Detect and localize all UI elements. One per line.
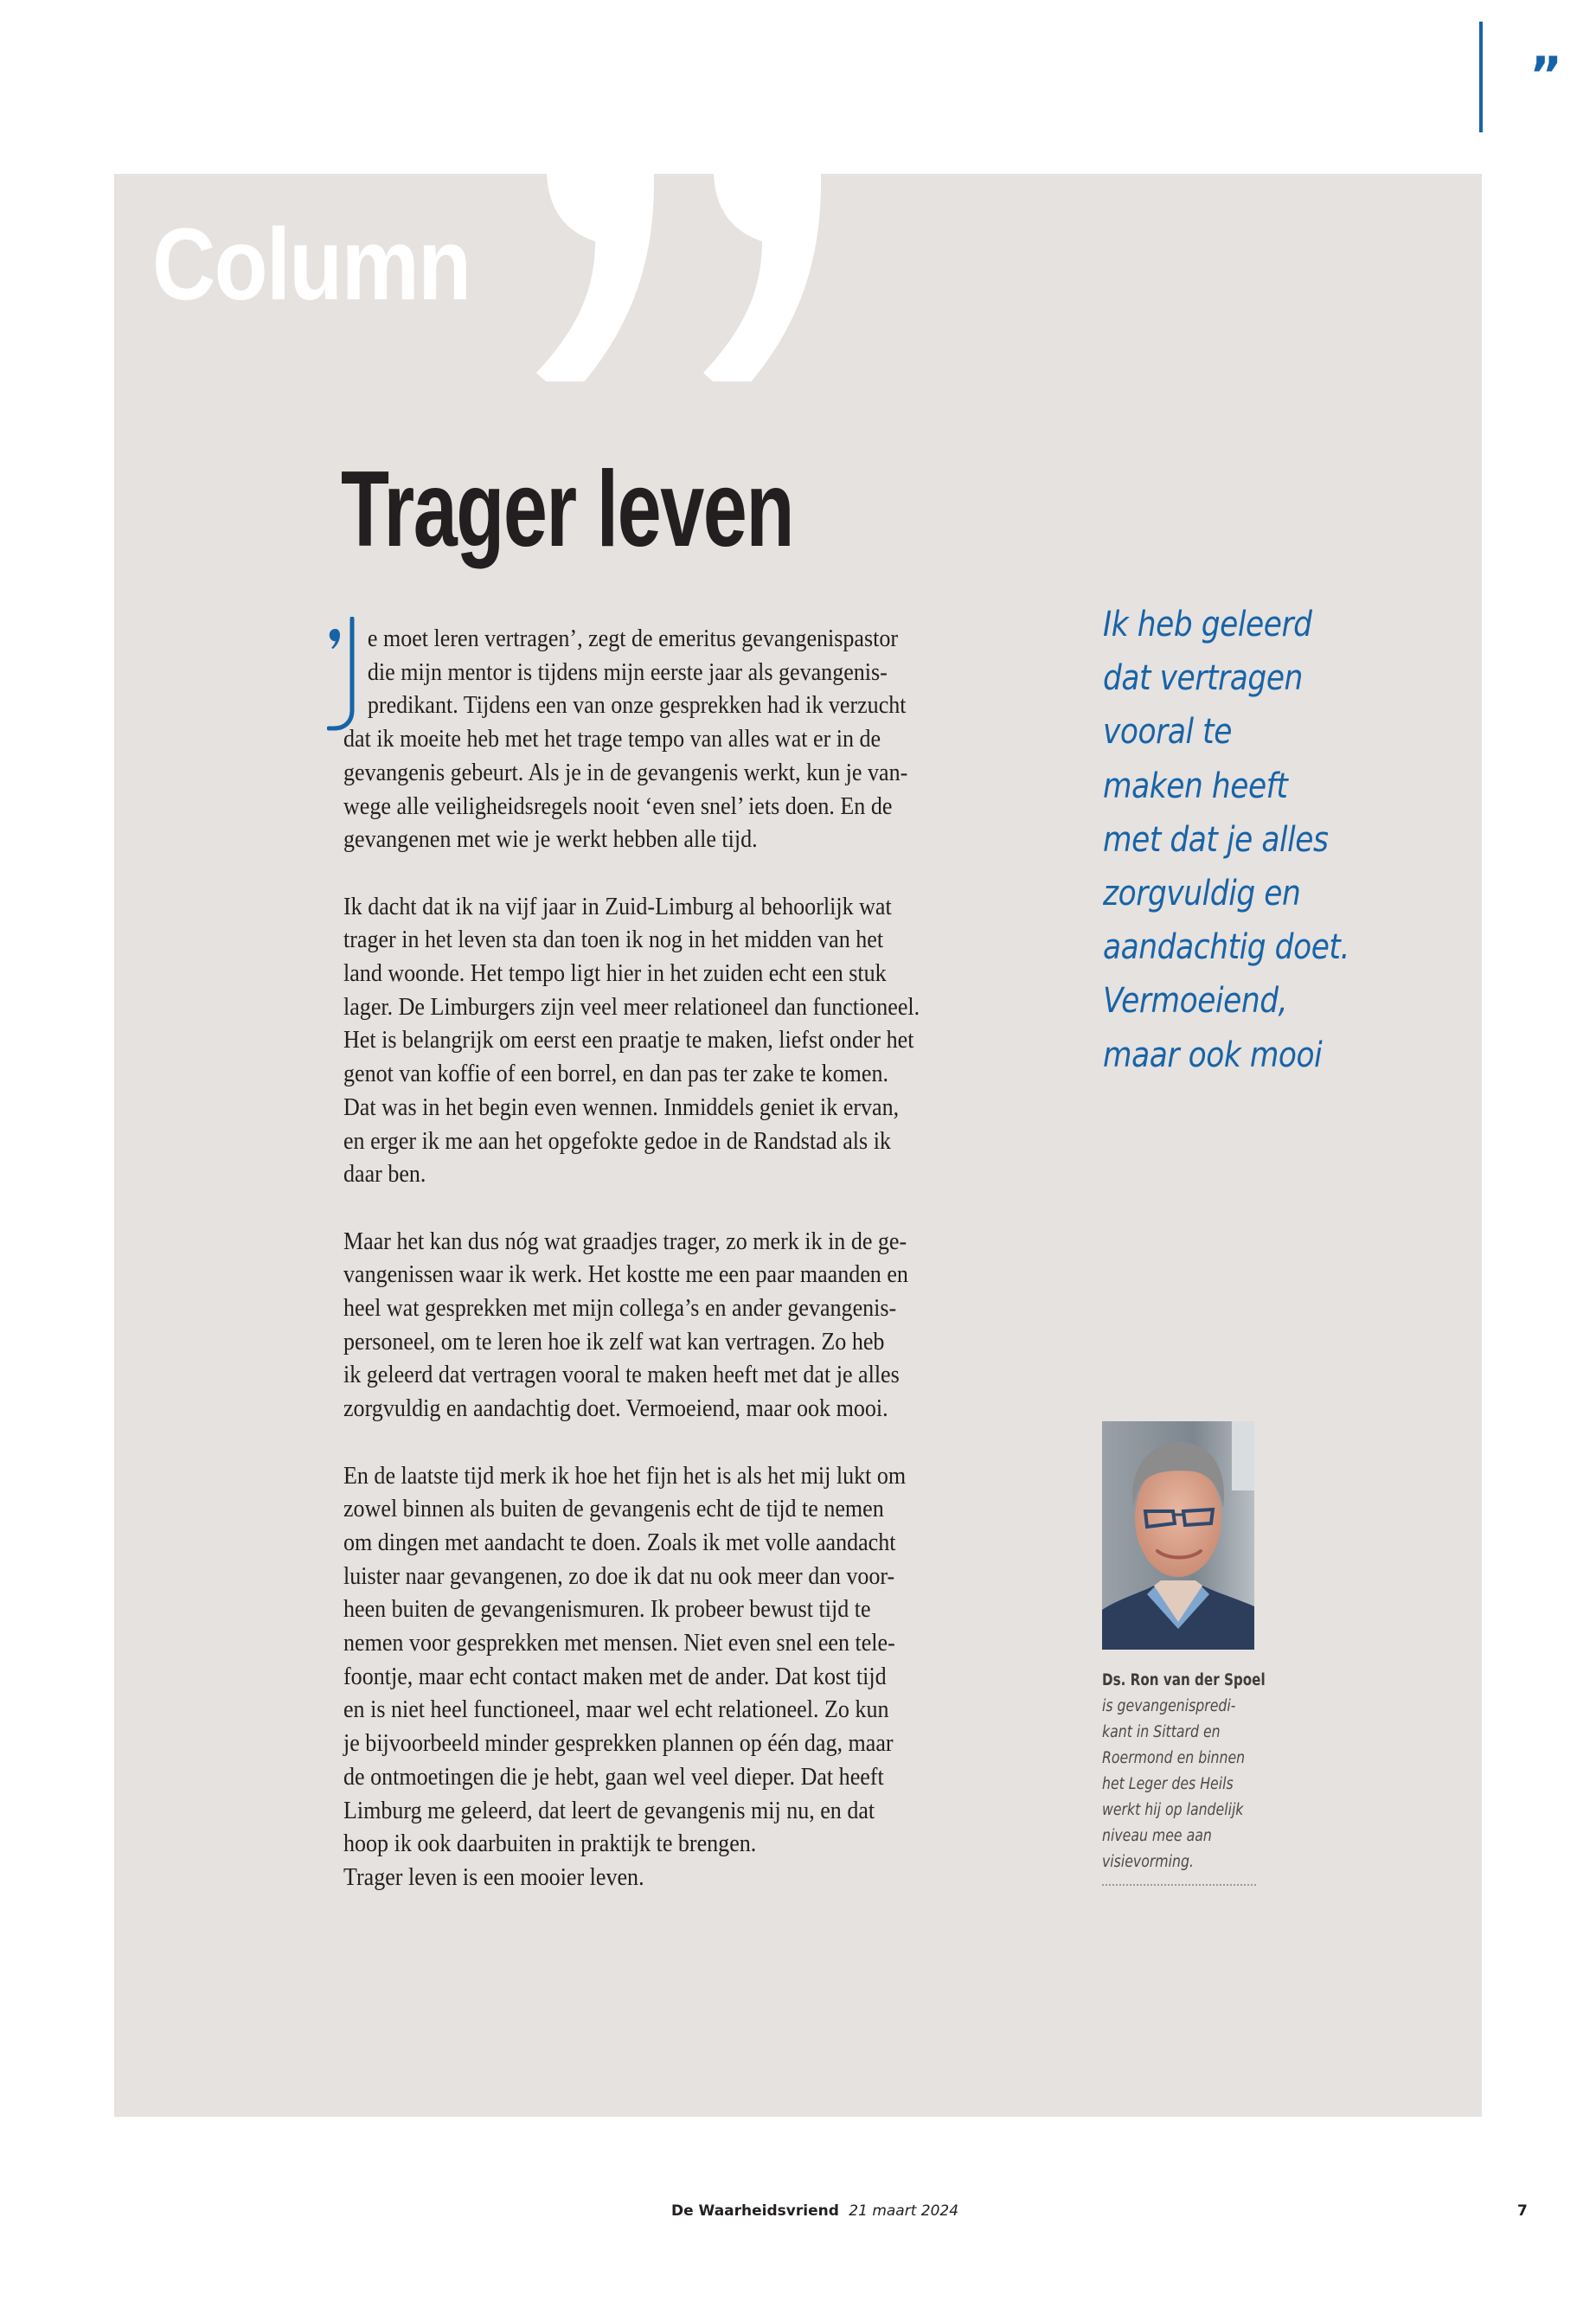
page-number: 7 bbox=[1517, 2202, 1528, 2220]
author-bio-line: is gevangenispredi- bbox=[1102, 1697, 1236, 1715]
column-panel bbox=[114, 174, 1482, 2117]
text-line: foontje, maar echt contact maken met de ander. Dat kost tijd bbox=[343, 1663, 887, 1690]
text-line: land woonde. Het tempo ligt hier in het zuiden echt een stuk bbox=[343, 960, 887, 988]
text-line: die mijn mentor is tijdens mijn eerste jaar als gevangenis- bbox=[367, 658, 888, 686]
text-line: e moet leren vertragen’, zegt de emeritus gevangenispastor bbox=[367, 625, 899, 652]
text-line: personeel, om te leren hoe ik zelf wat kan vertragen. Zo heb bbox=[343, 1328, 885, 1356]
text-line: ik geleerd dat vertragen vooral te maken heeft met dat je alles bbox=[343, 1362, 900, 1389]
author-photo bbox=[1102, 1421, 1254, 1650]
author-portrait-icon bbox=[1102, 1421, 1254, 1650]
text-line: trager in het leven sta dan toen ik nog in het midden van het bbox=[343, 926, 884, 954]
text-line: Limburg me geleerd, dat leert de gevangenis mij nu, en dat bbox=[343, 1797, 875, 1824]
pull-quote-line: Ik heb geleerd bbox=[1103, 605, 1312, 644]
section-label: Column bbox=[152, 208, 471, 322]
article-title: Trager leven bbox=[341, 450, 793, 569]
page-footer bbox=[671, 2202, 958, 2220]
text-line: zowel binnen als buiten de gevangenis echt de tijd te nemen bbox=[343, 1496, 884, 1523]
text-line: je bijvoorbeeld minder gesprekken plannen op één dag, maar bbox=[343, 1730, 894, 1758]
pull-quote-line: vooral te bbox=[1103, 712, 1232, 753]
text-line: vangenissen waar ik werk. Het kostte me een paar maanden en bbox=[343, 1261, 908, 1289]
pull-quote-line: dat vertragen bbox=[1103, 658, 1303, 699]
header-accent-rule bbox=[1479, 22, 1483, 132]
text-line: gevangenis gebeurt. Als je in de gevangenis werkt, kun je van- bbox=[343, 759, 908, 786]
large-quote-marks-icon bbox=[529, 174, 841, 381]
text-line: luister naar gevangenen, zo doe ik dat nu ook meer dan voor- bbox=[343, 1562, 895, 1590]
pull-quote bbox=[1103, 598, 1349, 1082]
pull-quote-line: met dat je alles bbox=[1103, 819, 1329, 860]
text-line: predikant. Tijdens een van onze gesprekken had ik verzucht bbox=[367, 692, 907, 720]
author-bio-line: niveau mee aan bbox=[1102, 1827, 1212, 1845]
text-line: daar ben. bbox=[343, 1161, 426, 1189]
text-line: gevangenen met wie je werkt hebben alle tijd. bbox=[343, 826, 758, 854]
text-line: Maar het kan dus nóg wat graadjes trager, zo merk ik in de ge- bbox=[343, 1227, 907, 1255]
caption-divider bbox=[1102, 1884, 1256, 1886]
text-line: nemen voor gesprekken met mensen. Niet even snel een tele- bbox=[343, 1630, 895, 1657]
text-line: en erger ik me aan het opgefokte gedoe in de Randstad als ik bbox=[343, 1127, 891, 1155]
text-line: En de laatste tijd merk ik hoe het fijn het is als het mij lukt om bbox=[343, 1462, 907, 1490]
author-bio-line: Roermond en binnen bbox=[1102, 1749, 1246, 1767]
author-bio-line: visievorming. bbox=[1102, 1853, 1194, 1871]
pull-quote-line: maar ook mooi bbox=[1103, 1035, 1323, 1075]
author-caption bbox=[1102, 1668, 1275, 1875]
author-bio-line: werkt hij op landelijk bbox=[1102, 1801, 1244, 1819]
quote-mark-icon: ” bbox=[1529, 46, 1560, 105]
text-line: om dingen met aandacht te doen. Zoals ik met volle aandacht bbox=[343, 1529, 896, 1556]
text-line: genot van koffie of een borrel, en dan pas ter zake te komen. bbox=[343, 1061, 889, 1088]
pull-quote-line: Vermoeiend, bbox=[1103, 981, 1288, 1022]
text-line: Het is belangrijk om eerst een praatje te maken, liefst onder het bbox=[343, 1027, 914, 1054]
text-line: zorgvuldig en aandachtig doet. Vermoeiend, maar ook mooi. bbox=[343, 1395, 888, 1423]
text-line: dat ik moeite heb met het trage tempo van alles wat er in de bbox=[343, 726, 881, 753]
paragraph-3 bbox=[343, 1226, 1011, 1426]
publication-date: 21 maart 2024 bbox=[849, 2202, 959, 2220]
author-bio-line: kant in Sittard en bbox=[1102, 1723, 1221, 1741]
paragraph-1 bbox=[343, 623, 1011, 857]
article-body bbox=[343, 623, 1061, 1928]
paragraph-2 bbox=[343, 891, 1011, 1192]
text-line: en is niet heel functioneel, maar wel echt relationeel. Zo kun bbox=[343, 1696, 889, 1724]
text-line: Ik dacht dat ik na vijf jaar in Zuid-Limburg al behoorlijk wat bbox=[343, 893, 892, 920]
pull-quote-line: zorgvuldig en bbox=[1103, 874, 1301, 914]
text-line: lager. De Limburgers zijn veel meer relationeel dan functioneel. bbox=[343, 993, 920, 1021]
publication-name: De Waarheidsvriend bbox=[671, 2202, 839, 2220]
author-bio bbox=[1102, 1694, 1275, 1875]
pull-quote-line: aandachtig doet. bbox=[1103, 927, 1350, 968]
text-line: heel wat gesprekken met mijn collega’s en ander gevangenis- bbox=[343, 1295, 897, 1323]
text-line: Dat was in het begin even wennen. Inmiddels geniet ik ervan, bbox=[343, 1093, 900, 1121]
pull-quote-line: maken heeft bbox=[1103, 766, 1288, 806]
author-name: Ds. Ron van der Spoel bbox=[1102, 1671, 1266, 1689]
author-bio-line: het Leger des Heils bbox=[1102, 1775, 1234, 1793]
text-line: wege alle veiligheidsregels nooit ‘even snel’ iets doen. En de bbox=[343, 792, 893, 820]
text-line: hoop ik ook daarbuiten in praktijk te brengen. bbox=[343, 1830, 757, 1858]
text-line: Trager leven is een mooier leven. bbox=[343, 1863, 644, 1891]
paragraph-4 bbox=[343, 1460, 1011, 1895]
text-line: de ontmoetingen die je hebt, gaan wel veel dieper. Dat heeft bbox=[343, 1763, 884, 1791]
text-line: heen buiten de gevangenismuren. Ik probeer bewust tijd te bbox=[343, 1596, 871, 1624]
